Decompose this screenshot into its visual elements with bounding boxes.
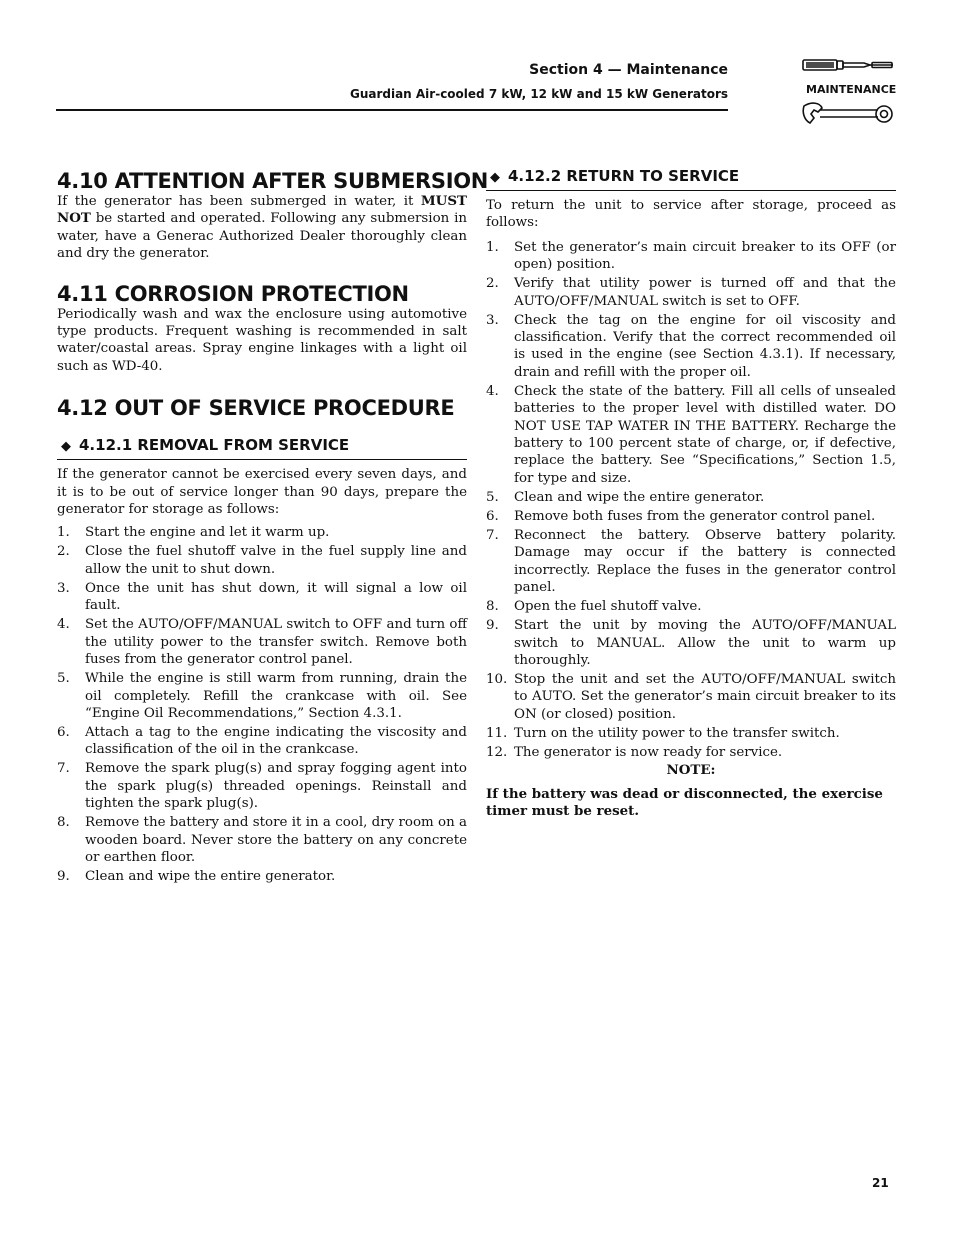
paragraph-submersion-text-a: If the generator has been submerged in water, it	[57, 194, 421, 209]
list-item-number: 11.	[486, 725, 508, 741]
list-item-number: 5.	[486, 489, 499, 505]
list-item	[57, 543, 467, 578]
list-item	[486, 489, 896, 506]
paragraph-submersion	[57, 193, 467, 263]
subheading-4-12-1	[57, 435, 467, 460]
list-item	[486, 312, 896, 382]
left-column	[57, 166, 489, 885]
list-item-number: 2.	[57, 544, 70, 560]
list-item-text: Set the generator’s main circuit breaker to its OFF (or open) position.	[514, 239, 896, 273]
note-title: NOTE:	[666, 762, 716, 779]
list-item-text: Clean and wipe the entire generator.	[85, 868, 336, 884]
list-item	[57, 760, 467, 812]
list-item	[486, 598, 896, 615]
list-item	[486, 671, 896, 723]
list-item-text: Attach a tag to the engine indicating the viscosity and classification of the oil in the crankcase.	[85, 724, 467, 758]
list-item	[486, 617, 896, 669]
list-item	[486, 383, 896, 487]
list-item-text: Reconnect the battery. Observe battery polarity. Damage may occur if the battery is connected incorrectly. Replace the fuses in the generator control panel.	[514, 527, 896, 596]
list-item-number: 7.	[57, 761, 70, 777]
header-subtitle: Guardian Air-cooled 7 kW, 12 kW and 15 kW Generators	[349, 87, 728, 101]
list-item	[486, 744, 896, 761]
list-item-number: 6.	[57, 724, 70, 740]
list-item-number: 6.	[486, 508, 499, 524]
list-item	[486, 508, 896, 525]
list-item-number: 10.	[486, 671, 508, 687]
maintenance-label: MAINTENANCE	[806, 83, 897, 96]
list-item	[486, 725, 896, 742]
header-rule	[56, 109, 728, 111]
diamond-bullet-icon: ◆	[61, 439, 71, 455]
list-item-number: 8.	[486, 599, 499, 615]
list-item-text: While the engine is still warm from running, drain the oil completely. Refill the crankcase with oil. See “Engine Oil Recommendations,” Section 4.3.1.	[85, 671, 467, 721]
list-item-text: Clean and wipe the entire generator.	[514, 489, 765, 505]
heading-4-11: 4.11 CORROSION PROTECTION	[57, 281, 409, 306]
list-item-number: 3.	[57, 580, 70, 596]
list-item-text: Remove both fuses from the generator control panel.	[514, 508, 876, 524]
removal-intro: If the generator cannot be exercised every seven days, and it is to be out of service longer than 90 days, prepare the generator for storage as follows:	[57, 467, 467, 518]
list-item	[57, 580, 467, 615]
heading-4-10: 4.10 ATTENTION AFTER SUBMERSION	[57, 169, 489, 193]
list-item-text: Once the unit has shut down, it will signal a low oil fault.	[85, 580, 467, 614]
list-item	[486, 527, 896, 597]
paragraph-corrosion: Periodically wash and wax the enclosure using automotive type products. Frequent washing is recommended in salt water/coastal areas. Spray engine linkages with a light oil such as WD-40.	[57, 306, 467, 374]
list-item	[57, 670, 467, 722]
heading-4-12: 4.12 OUT OF SERVICE PROCEDURE	[57, 396, 455, 421]
list-item-text: Turn on the utility power to the transfer switch.	[514, 725, 840, 741]
subheading-4-12-2-text: 4.12.2 RETURN TO SERVICE	[508, 167, 740, 185]
list-item-number: 4.	[57, 617, 70, 633]
list-item-text: Start the unit by moving the AUTO/OFF/MANUAL switch to MANUAL. Allow the unit to warm up thoroughly.	[514, 618, 896, 668]
list-item	[486, 239, 896, 274]
diamond-bullet-icon: ◆	[490, 170, 500, 185]
list-item-number: 7.	[486, 527, 499, 543]
list-item-text: Check the tag on the engine for oil viscosity and classification. Verify that the correct recommended oil is used in the engine (see Section 4.3.1). If necessary, drain and refill with the proper oil.	[514, 312, 896, 380]
list-item-text: Close the fuel shutoff valve in the fuel supply line and allow the unit to shut down.	[85, 544, 467, 577]
list-item-text: Open the fuel shutoff valve.	[514, 599, 702, 615]
list-item-text: Stop the unit and set the AUTO/OFF/MANUAL switch to AUTO. Set the generator’s main circuit breaker to its ON (or closed) position.	[514, 671, 896, 722]
subheading-4-12-1-text: 4.12.1 REMOVAL FROM SERVICE	[79, 436, 350, 455]
list-item-number: 9.	[486, 618, 499, 634]
list-item-text: Check the state of the battery. Fill all cells of unsealed batteries to the proper level with distilled water. DO NOT USE TAP WATER IN THE BATTERY. Recharge the battery to 100 percent state of charge, or, if defective, replace the battery. See “Specifications,” Section 1.5, for type and size.	[514, 383, 896, 486]
list-item-text: Verify that utility power is turned off and that the AUTO/OFF/MANUAL switch is set to OFF.	[514, 276, 896, 309]
list-item-number: 9.	[57, 868, 70, 884]
list-item-text: Remove the spark plug(s) and spray fogging agent into the spark plug(s) threaded openings. Reinstall and tighten the spark plug(s).	[85, 761, 467, 812]
list-item	[57, 814, 467, 866]
list-item-text: Set the AUTO/OFF/MANUAL switch to OFF and turn off the utility power to the transfer switch. Remove both fuses from the generator control panel.	[85, 617, 467, 668]
return-intro: To return the unit to service after storage, proceed as follows:	[486, 198, 896, 231]
list-item	[57, 524, 467, 541]
list-item-number: 2.	[486, 276, 499, 292]
screwdriver-icon	[803, 60, 893, 70]
list-item-number: 3.	[486, 312, 499, 328]
page-number: 21	[872, 1176, 889, 1190]
subheading-4-12-2	[486, 166, 896, 191]
must-not-emphasis: MUST NOT	[57, 193, 467, 227]
list-item-text: Remove the battery and store it in a cool, dry room on a wooden board. Never store the battery on any concrete or earthen floor.	[85, 815, 467, 865]
return-steps-list	[486, 239, 896, 761]
right-column	[486, 166, 896, 820]
list-item-text: Start the engine and let it warm up.	[85, 525, 330, 541]
wrench-icon	[803, 103, 892, 123]
removal-steps-list	[57, 524, 467, 885]
note-text: If the battery was dead or disconnected, the exercise timer must be reset.	[486, 785, 883, 819]
list-item	[57, 616, 467, 668]
list-item-number: 8.	[57, 815, 70, 831]
paragraph-submersion-text-b: be started and operated. Following any submersion in water, have a Generac Authorized Dealer thoroughly clean and dry the generator.	[57, 211, 467, 262]
header-section-title: Section 4 — Maintenance	[529, 62, 728, 78]
list-item-number: 12.	[486, 744, 508, 760]
list-item	[57, 724, 467, 759]
list-item-number: 1.	[486, 239, 499, 255]
list-item-number: 1.	[57, 525, 70, 541]
list-item-number: 5.	[57, 671, 70, 687]
list-item-number: 4.	[486, 383, 499, 399]
list-item-text: The generator is now ready for service.	[514, 744, 783, 760]
list-item	[486, 275, 896, 310]
list-item	[57, 868, 467, 885]
